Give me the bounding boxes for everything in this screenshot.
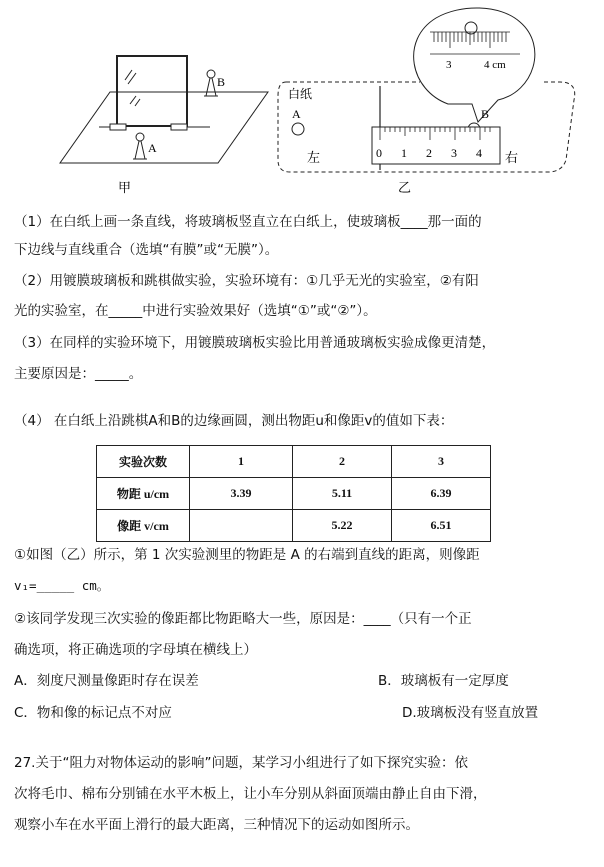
q27-line3: 观察小车在水平面上滑行的最大距离，三种情况下的运动如图所示。	[14, 817, 419, 833]
q3-line1: （3）在同样的实验环境下，用镀膜玻璃板实验比用普通玻璃板实验成像更清楚，	[14, 335, 496, 351]
q1-line2: 下边线与直线重合（选填“有膜”或“无膜”）。	[14, 242, 279, 258]
ruler-tick-0: 0	[376, 146, 382, 160]
jia-label-b: B	[217, 75, 226, 89]
zoom-tick-3: 3	[446, 59, 452, 71]
magnifier-bubble	[414, 8, 535, 122]
yi-label-b: B	[481, 107, 490, 121]
ruler-tick-1: 1	[401, 146, 407, 160]
paper-plane	[60, 92, 268, 163]
table-row	[97, 478, 491, 510]
mark-a	[292, 123, 304, 135]
zoom-tick-4cm: 4 cm	[484, 59, 506, 71]
right-label: 右	[505, 151, 519, 166]
table-cell: 6.51	[392, 510, 491, 542]
table-cell: 像距 v/cm	[97, 510, 190, 542]
glass-stand-right	[171, 124, 187, 130]
q4-line1: （4） 在白纸上沿跳棋A和B的边缘画圆，测出物距u和像距v的值如下表：	[14, 413, 454, 429]
table-header-cell: 2	[293, 446, 392, 478]
q27-line2: 次将毛巾、棉布分别铺在水平木板上，让小车分别从斜面顶端由静止自由下滑，	[14, 786, 487, 802]
q1-line1: （1）在白纸上画一条直线，将玻璃板竖直立在白纸上，使玻璃板____那一面的	[14, 214, 482, 230]
option-b: B．玻璃板有一定厚度	[378, 673, 509, 689]
table-header-cell: 3	[392, 446, 491, 478]
table-cell	[190, 510, 293, 542]
table-header-cell: 实验次数	[97, 446, 190, 478]
chess-piece-a	[133, 133, 147, 159]
table-row	[97, 510, 491, 542]
ruler-tick-4: 4	[476, 146, 482, 160]
figure-area	[0, 0, 604, 205]
ruler-tick-2: 2	[426, 146, 432, 160]
ruler-tick-3: 3	[451, 146, 457, 160]
table-header-cell: 1	[190, 446, 293, 478]
yi-label-a: A	[292, 107, 301, 121]
glass-plate	[117, 56, 187, 126]
table-header-row	[97, 446, 491, 478]
option-c: C．物和像的标记点不对应	[14, 705, 172, 721]
q4-sub1-line1: ①如图（乙）所示，第 1 次实验测里的物距是 A 的右端到直线的距离，则像距	[14, 547, 480, 563]
figure-jia-caption: 甲	[118, 181, 132, 196]
figure-jia	[60, 56, 268, 163]
q2-line1: （2）用镀膜玻璃板和跳棋做实验，实验环境有：①几乎无光的实验室，②有阳	[14, 273, 479, 289]
option-d: D.玻璃板没有竖直放置	[402, 705, 539, 721]
q4-sub2-line1: ②该同学发现三次实验的像距都比物距略大一些，原因是：____（只有一个正	[14, 611, 472, 627]
q4-sub1-line2: v₁=_____ cm。	[14, 578, 110, 593]
jia-label-a: A	[148, 141, 157, 155]
q4-sub2-line2: 确选项，将正确选项的字母填在横线上）	[14, 642, 257, 658]
table-cell: 3.39	[190, 478, 293, 510]
glass-stand-left	[110, 124, 126, 130]
q27-line1: 27.关于“阻力对物体运动的影响”问题，某学习小组进行了如下探究实验：依	[14, 755, 468, 771]
table-cell: 5.22	[293, 510, 392, 542]
experiment-table	[96, 445, 491, 542]
left-label: 左	[307, 151, 321, 166]
option-a: A．刻度尺测量像距时存在误差	[14, 673, 199, 689]
figure-yi-caption: 乙	[398, 181, 412, 196]
paper-label: 白纸	[288, 87, 313, 101]
q2-line2: 光的实验室，在_____中进行实验效果好（选填“①”或“②”）。	[14, 303, 377, 319]
table-cell: 5.11	[293, 478, 392, 510]
table-cell: 6.39	[392, 478, 491, 510]
table-cell: 物距 u/cm	[97, 478, 190, 510]
q3-line2: 主要原因是：_____。	[14, 366, 143, 382]
